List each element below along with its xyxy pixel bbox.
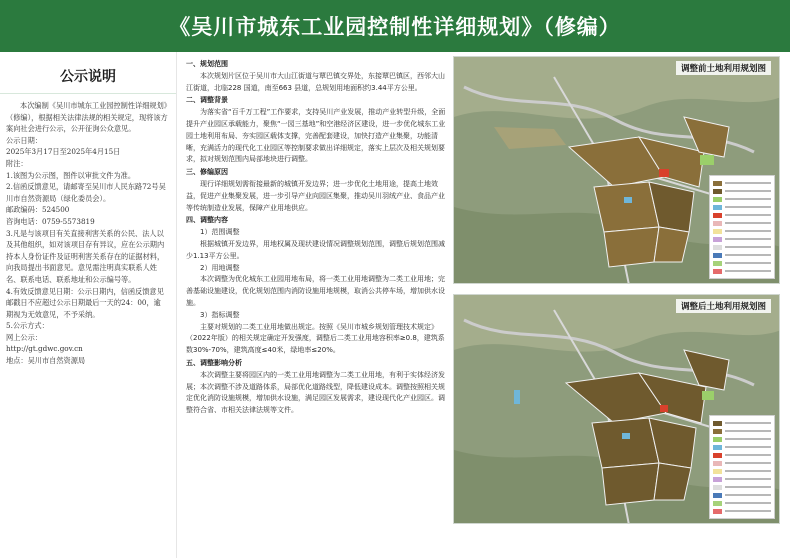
notice-line: 本次编制《吴川市城东工业园控制性详细规划》（修编），根据相关法律法规的相关规定，现将该方案向社会进行公示，公开征询公众意见。 xyxy=(6,101,168,134)
map-label-before: 调整前土地利用规划图 xyxy=(676,61,771,75)
notice-body xyxy=(0,94,176,371)
notice-line: 2.信函反馈意见，请邮寄至吴川市人民东路72号吴川市自然资源局（绿化委员会）。 xyxy=(6,182,166,203)
notice-link[interactable]: http://gt.gdwc.gov.cn xyxy=(6,344,83,354)
notice-line: 4.有效反馈意见日期：公示日期内，信函反馈意见邮戳日不应超过公示日期最后一天的24：00，逾期视为无效意见，不予采纳。 xyxy=(6,286,164,319)
section-text: 为落实省“百千万工程”工作要求，支持吴川产业发展，推动产业转型升级，全面提升产业园区承载能力，聚焦“一园三基地”和空港经济区建设，进一步优化城东工业园土地利用布局、夯实园区载体支撑，完善配套建设，加快打造产业集聚，功能清晰，充满活力的现代化工业园区等控制要求做出详细规定，落实上层次及相关规划要求，拟对规划范围内局部地块进行调整。 xyxy=(186,108,446,164)
notice-line: 网上公示： xyxy=(6,332,42,342)
notice-line: 5.公示方式： xyxy=(6,321,49,331)
section-text: 主要对规划的二类工业用地做出规定。按照《吴川市城乡规划管理技术规定》（2022年版）的相关规定确定开发强度，调整后二类工业用地容积率≥0.8，建筑系数30%-70%，建筑高度≤40米，绿地率≤20%。 xyxy=(186,322,445,355)
subsection-heading: 3）指标调整 xyxy=(200,310,240,319)
notice-line: 1.该图为公示图，图件以审批文件为准。 xyxy=(6,170,136,180)
section-heading: 三、修编原因 xyxy=(186,168,228,177)
page-title: 《吴川市城东工业园控制性详细规划》（修编） xyxy=(169,15,621,39)
section-text: 本次调整为优化城东工业园用地布局，将一类工业用地调整为二类工业用地；完善基础设施建设，优化规划范围内消防设施用地规模，取消公共停车场，增加供水设施。 xyxy=(186,275,445,307)
notice-panel xyxy=(0,52,177,558)
land-use-map-after[interactable] xyxy=(453,294,780,524)
section-text: 根据城镇开发边界，用地权属及现状建设情况调整规划范围，调整后规划范围减少1.13平方公里。 xyxy=(186,239,445,260)
section-heading: 二、调整背景 xyxy=(186,96,228,105)
map-legend xyxy=(709,175,775,279)
notice-line: 公示日期： xyxy=(6,135,42,145)
section-text: 本次规划片区位于吴川市大山江街道与覃巴镇交界处，东接覃巴镇区，西邻大山江街道，北临228 国道，南至663 县道，总规划用地面积约3.44平方公里。 xyxy=(186,71,445,92)
notice-line: 地点：吴川市自然资源局 xyxy=(6,356,86,366)
notice-title: 公示说明 xyxy=(0,58,176,94)
content-panel xyxy=(180,56,452,552)
section-text: 本次调整主要将园区内的一类工业用地调整为二类工业用地，有利于实体经济发展；本次调整不涉及道路体系，局部优化道路线型，降低建设成本。调整按照相关规定优化消防设施规模，增加供水设施，满足园区发展需求，建设现代化产业园区。调整符合省、市相关法律法规等文件。 xyxy=(186,370,445,415)
subsection-heading: 2）用地调整 xyxy=(200,263,240,272)
section-text: 现行详细规划需衔接最新的城镇开发边界；进一步优化土地用途，提高土地效益，促进产业集聚发展，进一步引导产业向园区集聚，推动吴川羽绒产业、食品产业等传统制造业发展，保障产业用地供应。 xyxy=(186,179,445,212)
section-heading: 四、调整内容 xyxy=(186,216,228,225)
notice-line: 咨询电话：0759-5573819 xyxy=(6,216,95,226)
section-heading: 五、调整影响分析 xyxy=(186,358,242,367)
notice-line: 2025年3月17日至2025年4月15日 xyxy=(6,147,121,157)
notice-line: 附注： xyxy=(6,158,28,168)
subsection-heading: 1）范围调整 xyxy=(200,228,240,237)
map-label-after: 调整后土地利用规划图 xyxy=(676,299,771,313)
page-header xyxy=(0,0,790,52)
notice-line: 3.凡是与该项目有关直接利害关系的公民、法人以及其他组织，如对该项目存有异议，应在公示期内持本人身份证件及证明利害关系存在的证据材料，向我局提出书面意见。意见需注明真实联系人姓名、联系电话、联系地址和公示编号等。 xyxy=(6,228,165,284)
section-heading: 一、规划范围 xyxy=(186,60,228,68)
map-legend xyxy=(709,415,775,519)
land-use-map-before[interactable] xyxy=(453,56,780,284)
notice-line: 邮政编码：524500 xyxy=(6,205,70,215)
